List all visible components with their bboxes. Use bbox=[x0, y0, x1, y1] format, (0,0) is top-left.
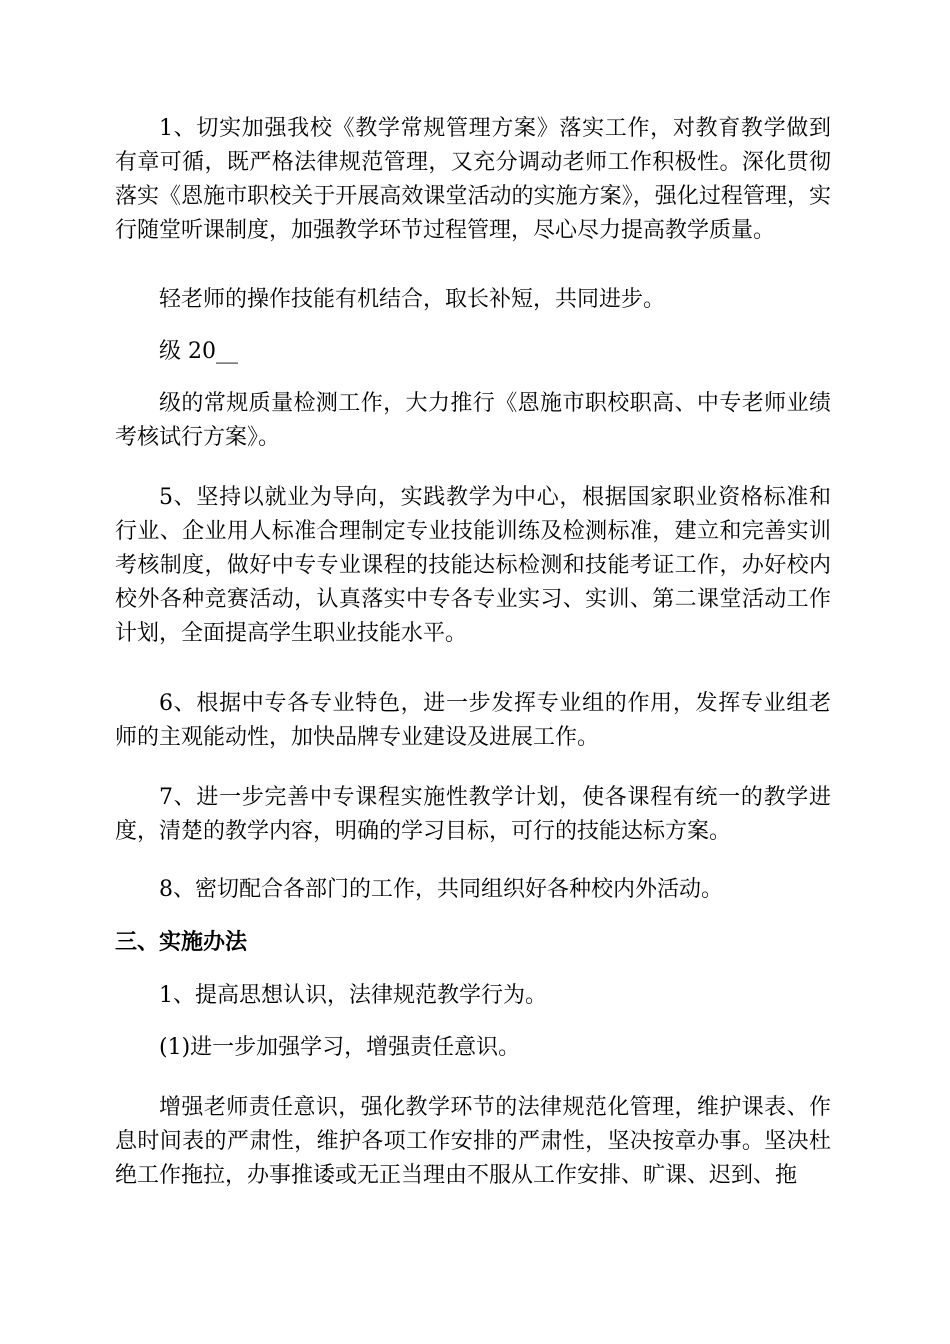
paragraph-4: 级的常规质量检测工作，大力推行《恩施市职校职高、中专老师业绩考核试行方案》。 bbox=[115, 391, 831, 450]
paragraph-8: 8、密切配合各部门的工作，共同组织好各种校内外活动。 bbox=[159, 877, 723, 902]
paragraph-2: 轻老师的操作技能有机结合，取长补短，共同进步。 bbox=[159, 287, 666, 312]
section-heading: 三、实施办法 bbox=[115, 930, 248, 955]
paragraph-3: 级 20__ bbox=[159, 339, 238, 364]
paragraph-7: 7、进一步完善中专课程实施性教学计划，使各课程有统一的教学进度，清楚的教学内容，明确的学习目标，可行的技能达标方案。 bbox=[115, 785, 831, 844]
paragraph-11: 增强老师责任意识，强化教学环节的法律规范化管理，维护课表、作息时间表的严肃性，维护各项工作安排的严肃性，坚决按章办事。坚决杜绝工作拖拉，办事推诿或无正当理由不服从工作安排、旷课、迟到、拖 bbox=[115, 1095, 831, 1188]
paragraph-5: 5、坚持以就业为导向，实践教学为中心，根据国家职业资格标准和行业、企业用人标准合理制定专业技能训练及检测标准，建立和完善实训考核制度，做好中专专业课程的技能达标检测和技能考证工作，办好校内校外各种竞赛活动，认真落实中专各专业实习、实训、第二课堂活动工作计划，全面提高学生职业技能水平。 bbox=[115, 485, 831, 646]
paragraph-6: 6、根据中专各专业特色，进一步发挥专业组的作用，发挥专业组老师的主观能动性，加快品牌专业建设及进展工作。 bbox=[115, 691, 831, 750]
paragraph-9: 1、提高思想认识，法律规范教学行为。 bbox=[159, 983, 547, 1008]
paragraph-1: 1、切实加强我校《教学常规管理方案》落实工作，对教育教学做到有章可循，既严格法律规范管理，又充分调动老师工作积极性。深化贯彻落实《恩施市职校关于开展高效课堂活动的实施方案》，强化过程管理，实行随堂听课制度，加强教学环节过程管理，尽心尽力提高教学质量。 bbox=[115, 116, 831, 243]
paragraph-10: (1)进一步加强学习，增强责任意识。 bbox=[159, 1035, 521, 1060]
